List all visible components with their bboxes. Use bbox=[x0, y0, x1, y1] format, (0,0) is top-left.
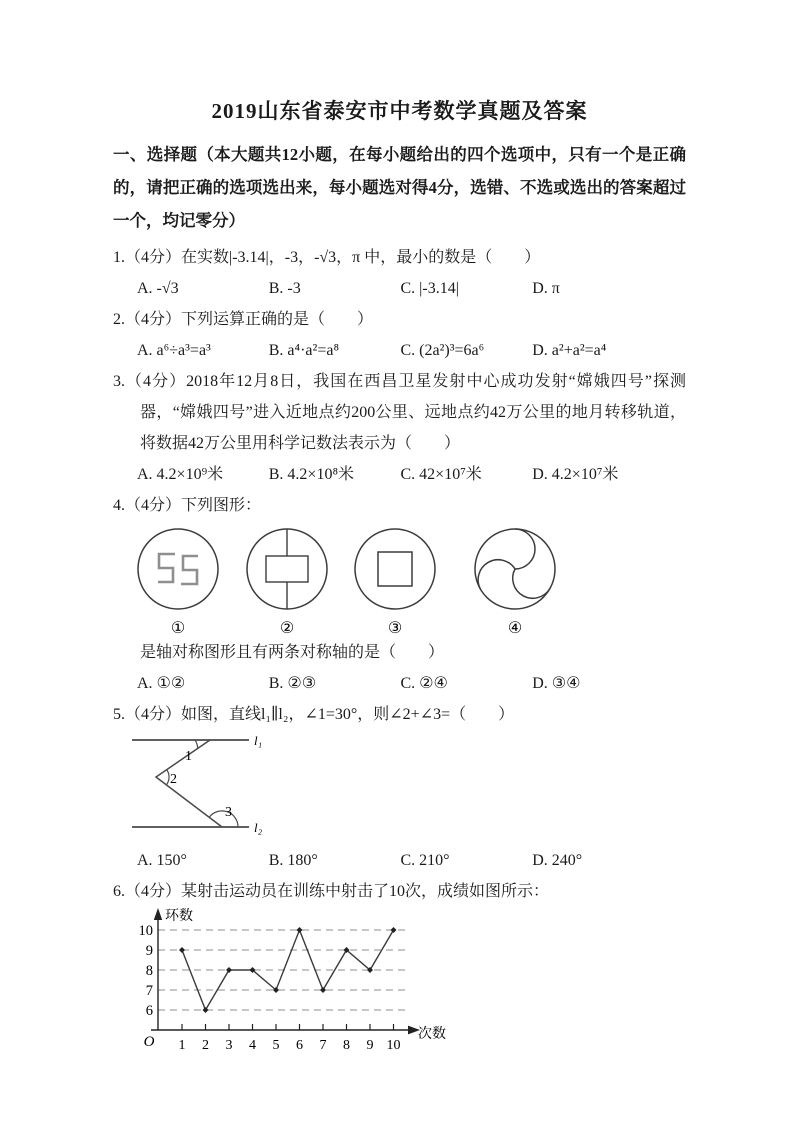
option-d: D. π bbox=[532, 280, 560, 297]
origin-label: O bbox=[143, 1034, 155, 1050]
line-l2-label: l₂ bbox=[254, 820, 263, 835]
option-b: B. -3 bbox=[268, 280, 301, 297]
option-a: A. ①② bbox=[137, 675, 186, 692]
svg-text:7: 7 bbox=[145, 983, 153, 999]
option-c: C. 210° bbox=[400, 852, 450, 869]
figure-label-1: ① bbox=[170, 620, 186, 637]
option-a: A. -√3 bbox=[137, 280, 179, 297]
svg-text:5: 5 bbox=[272, 1038, 280, 1053]
question-2-options bbox=[113, 335, 686, 366]
question-4-options bbox=[113, 668, 686, 699]
parallel-lines-diagram bbox=[113, 730, 683, 845]
option-b: B. ②③ bbox=[268, 675, 317, 692]
option-b: B. 4.2×10⁸米 bbox=[268, 466, 355, 483]
option-d: D. 240° bbox=[532, 852, 583, 869]
question-4-stem: 4.（4分）下列图形： bbox=[113, 497, 262, 514]
question-6-stem: 6.（4分）某射击运动员在训练中射击了10次，成绩如图所示： bbox=[113, 883, 550, 900]
line-l1-label: l₁ bbox=[254, 733, 263, 748]
shooting-score-chart bbox=[113, 907, 453, 1079]
option-c: C. (2a²)³=6a⁶ bbox=[400, 342, 485, 359]
svg-text:8: 8 bbox=[343, 1038, 350, 1053]
figure-circle-3 bbox=[355, 529, 435, 609]
chart-x-ticks bbox=[179, 1024, 401, 1053]
figure-label-2: ② bbox=[279, 620, 295, 637]
angle-3-label: 3 bbox=[225, 805, 232, 820]
question-5-options bbox=[113, 845, 686, 876]
question-5 bbox=[113, 699, 686, 876]
option-b: B. 180° bbox=[268, 852, 318, 869]
figure-label-4: ④ bbox=[507, 620, 523, 637]
question-3-options bbox=[113, 459, 686, 490]
figure-circle-4 bbox=[475, 529, 555, 609]
option-d: D. a²+a²=a⁴ bbox=[532, 342, 607, 359]
symmetry-figures-image bbox=[113, 523, 683, 637]
svg-text:2: 2 bbox=[202, 1038, 209, 1053]
figure-circle-1 bbox=[138, 529, 218, 609]
svg-text:9: 9 bbox=[145, 943, 153, 959]
option-a: A. 4.2×10⁹米 bbox=[137, 466, 224, 483]
question-2 bbox=[113, 304, 686, 366]
option-a: A. 150° bbox=[137, 852, 187, 869]
option-c: C. 42×10⁷米 bbox=[400, 466, 482, 483]
question-4-substem: 是轴对称图形且有两条对称轴的是（ ） bbox=[140, 644, 445, 661]
question-1-options bbox=[113, 273, 686, 304]
option-d: D. ③④ bbox=[532, 675, 581, 692]
figure-circle-2 bbox=[247, 529, 327, 609]
figure-label-3: ③ bbox=[387, 620, 403, 637]
option-c: C. ②④ bbox=[400, 675, 448, 692]
question-4 bbox=[113, 490, 686, 699]
y-axis-arrow-icon bbox=[154, 908, 162, 920]
svg-text:8: 8 bbox=[145, 963, 153, 979]
page-title: 2019山东省泰安市中考数学真题及答案 bbox=[211, 99, 588, 123]
chart-y-tick-labels bbox=[139, 923, 154, 1019]
question-6 bbox=[113, 876, 686, 1079]
option-b: B. a⁴·a²=a⁸ bbox=[268, 342, 340, 359]
angle-2-label: 2 bbox=[170, 772, 177, 787]
question-1 bbox=[113, 242, 686, 304]
svg-text:7: 7 bbox=[319, 1038, 327, 1053]
svg-text:6: 6 bbox=[296, 1038, 303, 1053]
option-a: A. a⁶÷a³=a³ bbox=[137, 342, 211, 359]
angle-1-label: 1 bbox=[185, 749, 192, 764]
svg-text:10: 10 bbox=[138, 923, 153, 939]
section-heading: 一、选择题（本大题共12小题，在每小题给出的四个选项中，只有一个是正确的，请把正确的选项选出来，每小题选对得4分，选错、不选或选出的答案超过一个，均记零分） bbox=[113, 145, 686, 230]
svg-text:9: 9 bbox=[366, 1038, 374, 1053]
question-3-stem: 3.（4分）2018年12月8日，我国在西昌卫星发射中心成功发射“嫦娥四号”探测器，“嫦娥四号”进入近地点约200公里、远地点约42万公里的地月转移轨道，将数据42万公里用科学记数法表示为（ ） bbox=[113, 373, 686, 452]
x-axis-title: 次数 bbox=[418, 1027, 446, 1042]
svg-text:1: 1 bbox=[178, 1038, 186, 1053]
question-1-stem: 1.（4分）在实数|-3.14|，-3，-√3，π 中，最小的数是（ ） bbox=[113, 249, 541, 266]
option-c: C. |-3.14| bbox=[400, 280, 459, 297]
option-d: D. 4.2×10⁷米 bbox=[532, 466, 619, 483]
question-2-stem: 2.（4分）下列运算正确的是（ ） bbox=[113, 311, 374, 328]
y-axis-title: 环数 bbox=[165, 909, 193, 924]
svg-text:4: 4 bbox=[249, 1038, 256, 1053]
svg-text:6: 6 bbox=[145, 1003, 153, 1019]
svg-text:3: 3 bbox=[225, 1038, 233, 1053]
question-5-stem: 5.（4分）如图，直线l₁∥l₂，∠1=30°，则∠2+∠3=（ ） bbox=[113, 706, 515, 723]
question-3 bbox=[113, 366, 686, 490]
svg-text:10: 10 bbox=[386, 1038, 401, 1053]
question-4-figures bbox=[113, 523, 686, 637]
